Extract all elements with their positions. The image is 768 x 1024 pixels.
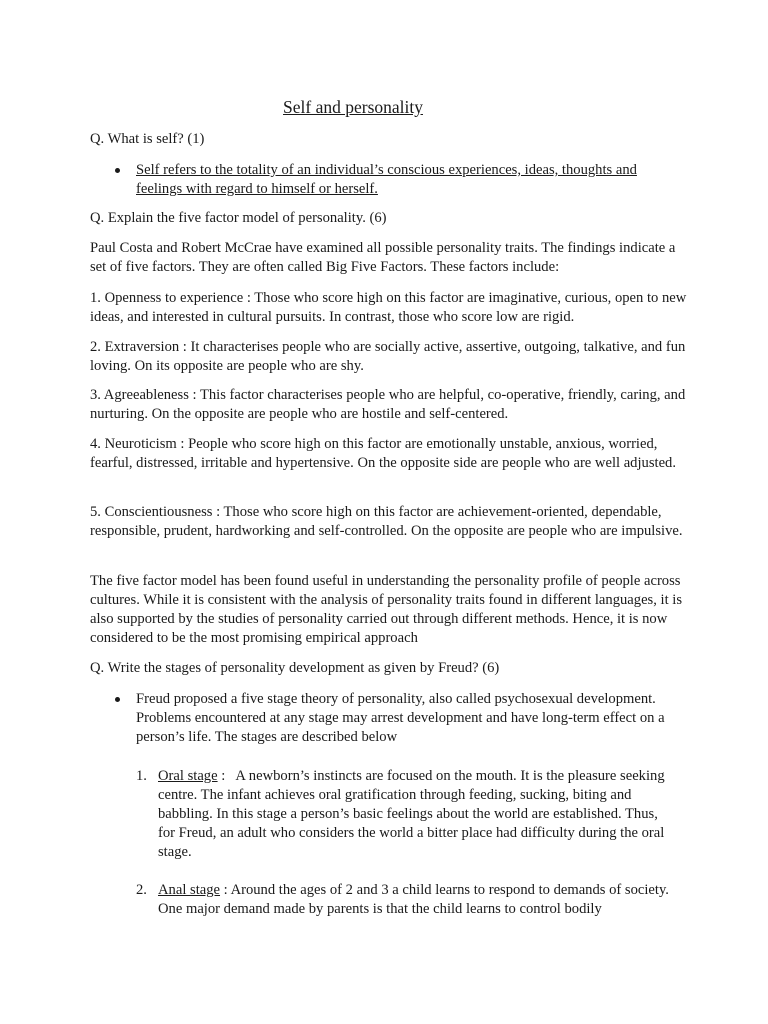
factor-agreeableness-paragraph: 3. Agreeableness : This factor characterises people who are helpful, co-operative, friendly, caring, and nurturing. On the opposite are people who are hostile and self-centered. xyxy=(90,387,686,422)
stage-name-anal: Anal stage xyxy=(158,882,221,898)
five-factor-intro-paragraph: Paul Costa and Robert McCrae have examined all possible personality traits. The findings indicate a set of five factors. They are often called Big Five Factors. These factors include: xyxy=(90,240,676,275)
bullet-icon xyxy=(115,168,120,173)
factor-extraversion-paragraph: 2. Extraversion : It characterises people who are socially active, assertive, outgoing, talkative, and fun loving. On its opposite are people who are shy. xyxy=(90,339,686,374)
factor-conscientiousness-paragraph: 5. Conscientiousness : Those who score high on this factor are achievement-oriented, dependable, responsible, prudent, hardworking and self-controlled. On the opposite are people who are impulsive. xyxy=(90,504,683,539)
stage-description-oral: A newborn’s instincts are focused on the mouth. It is the pleasure seeking centre. The infant achieves oral gratification through feeding, sucking, biting and babbling. In this stage a person’s basic feelings about the world are established. Thus, for Freud, an adult who considers the world a bitter place had difficulty during the oral stage. xyxy=(158,768,665,860)
stage-separator: : xyxy=(217,768,236,784)
freud-intro-paragraph: Freud proposed a five stage theory of personality, also called psychosexual development. Problems encountered at any stage may arrest development and have long-term effect on a person’s life. The stages are described below xyxy=(136,691,665,745)
list-number: 1. xyxy=(136,768,147,784)
question-five-factor-model: Q. Explain the five factor model of personality. (6) xyxy=(90,210,387,226)
question-freud-stages: Q. Write the stages of personality development as given by Freud? (6) xyxy=(90,660,500,676)
list-number: 2. xyxy=(136,882,147,898)
stage-description-anal: Around the ages of 2 and 3 a child learns to respond to demands of society. One major demand made by parents is that the child learns to control bodily xyxy=(158,882,669,917)
stage-paragraph xyxy=(158,767,678,862)
stage-paragraph xyxy=(158,881,678,919)
factor-openness-paragraph: 1. Openness to experience : Those who score high on this factor are imaginative, curious, open to new ideas, and interested in cultural pursuits. In contrast, those who score low are rigid. xyxy=(90,290,687,325)
page-title: Self and personality xyxy=(283,97,423,117)
factor-neuroticism-paragraph: 4. Neuroticism : People who score high on this factor are emotionally unstable, anxious, worried, fearful, distressed, irritable and hypertensive. On the opposite side are people who are well adjusted. xyxy=(90,436,676,471)
stage-name-oral: Oral stage xyxy=(158,768,218,784)
bullet-icon xyxy=(115,697,120,702)
five-factor-conclusion-paragraph: The five factor model has been found useful in understanding the personality profile of people across cultures. While it is consistent with the analysis of personality traits found in different languages, it is also supported by the studies of personality carried out through different methods. Hence, it is now considered to be the most promising empirical approach xyxy=(90,573,683,646)
question-what-is-self: Q. What is self? (1) xyxy=(90,131,205,147)
self-definition-answer: Self refers to the totality of an individual’s conscious experiences, ideas, thoughts and feelings with regard to himself or herself. xyxy=(136,162,637,197)
stage-separator: : xyxy=(220,882,231,898)
